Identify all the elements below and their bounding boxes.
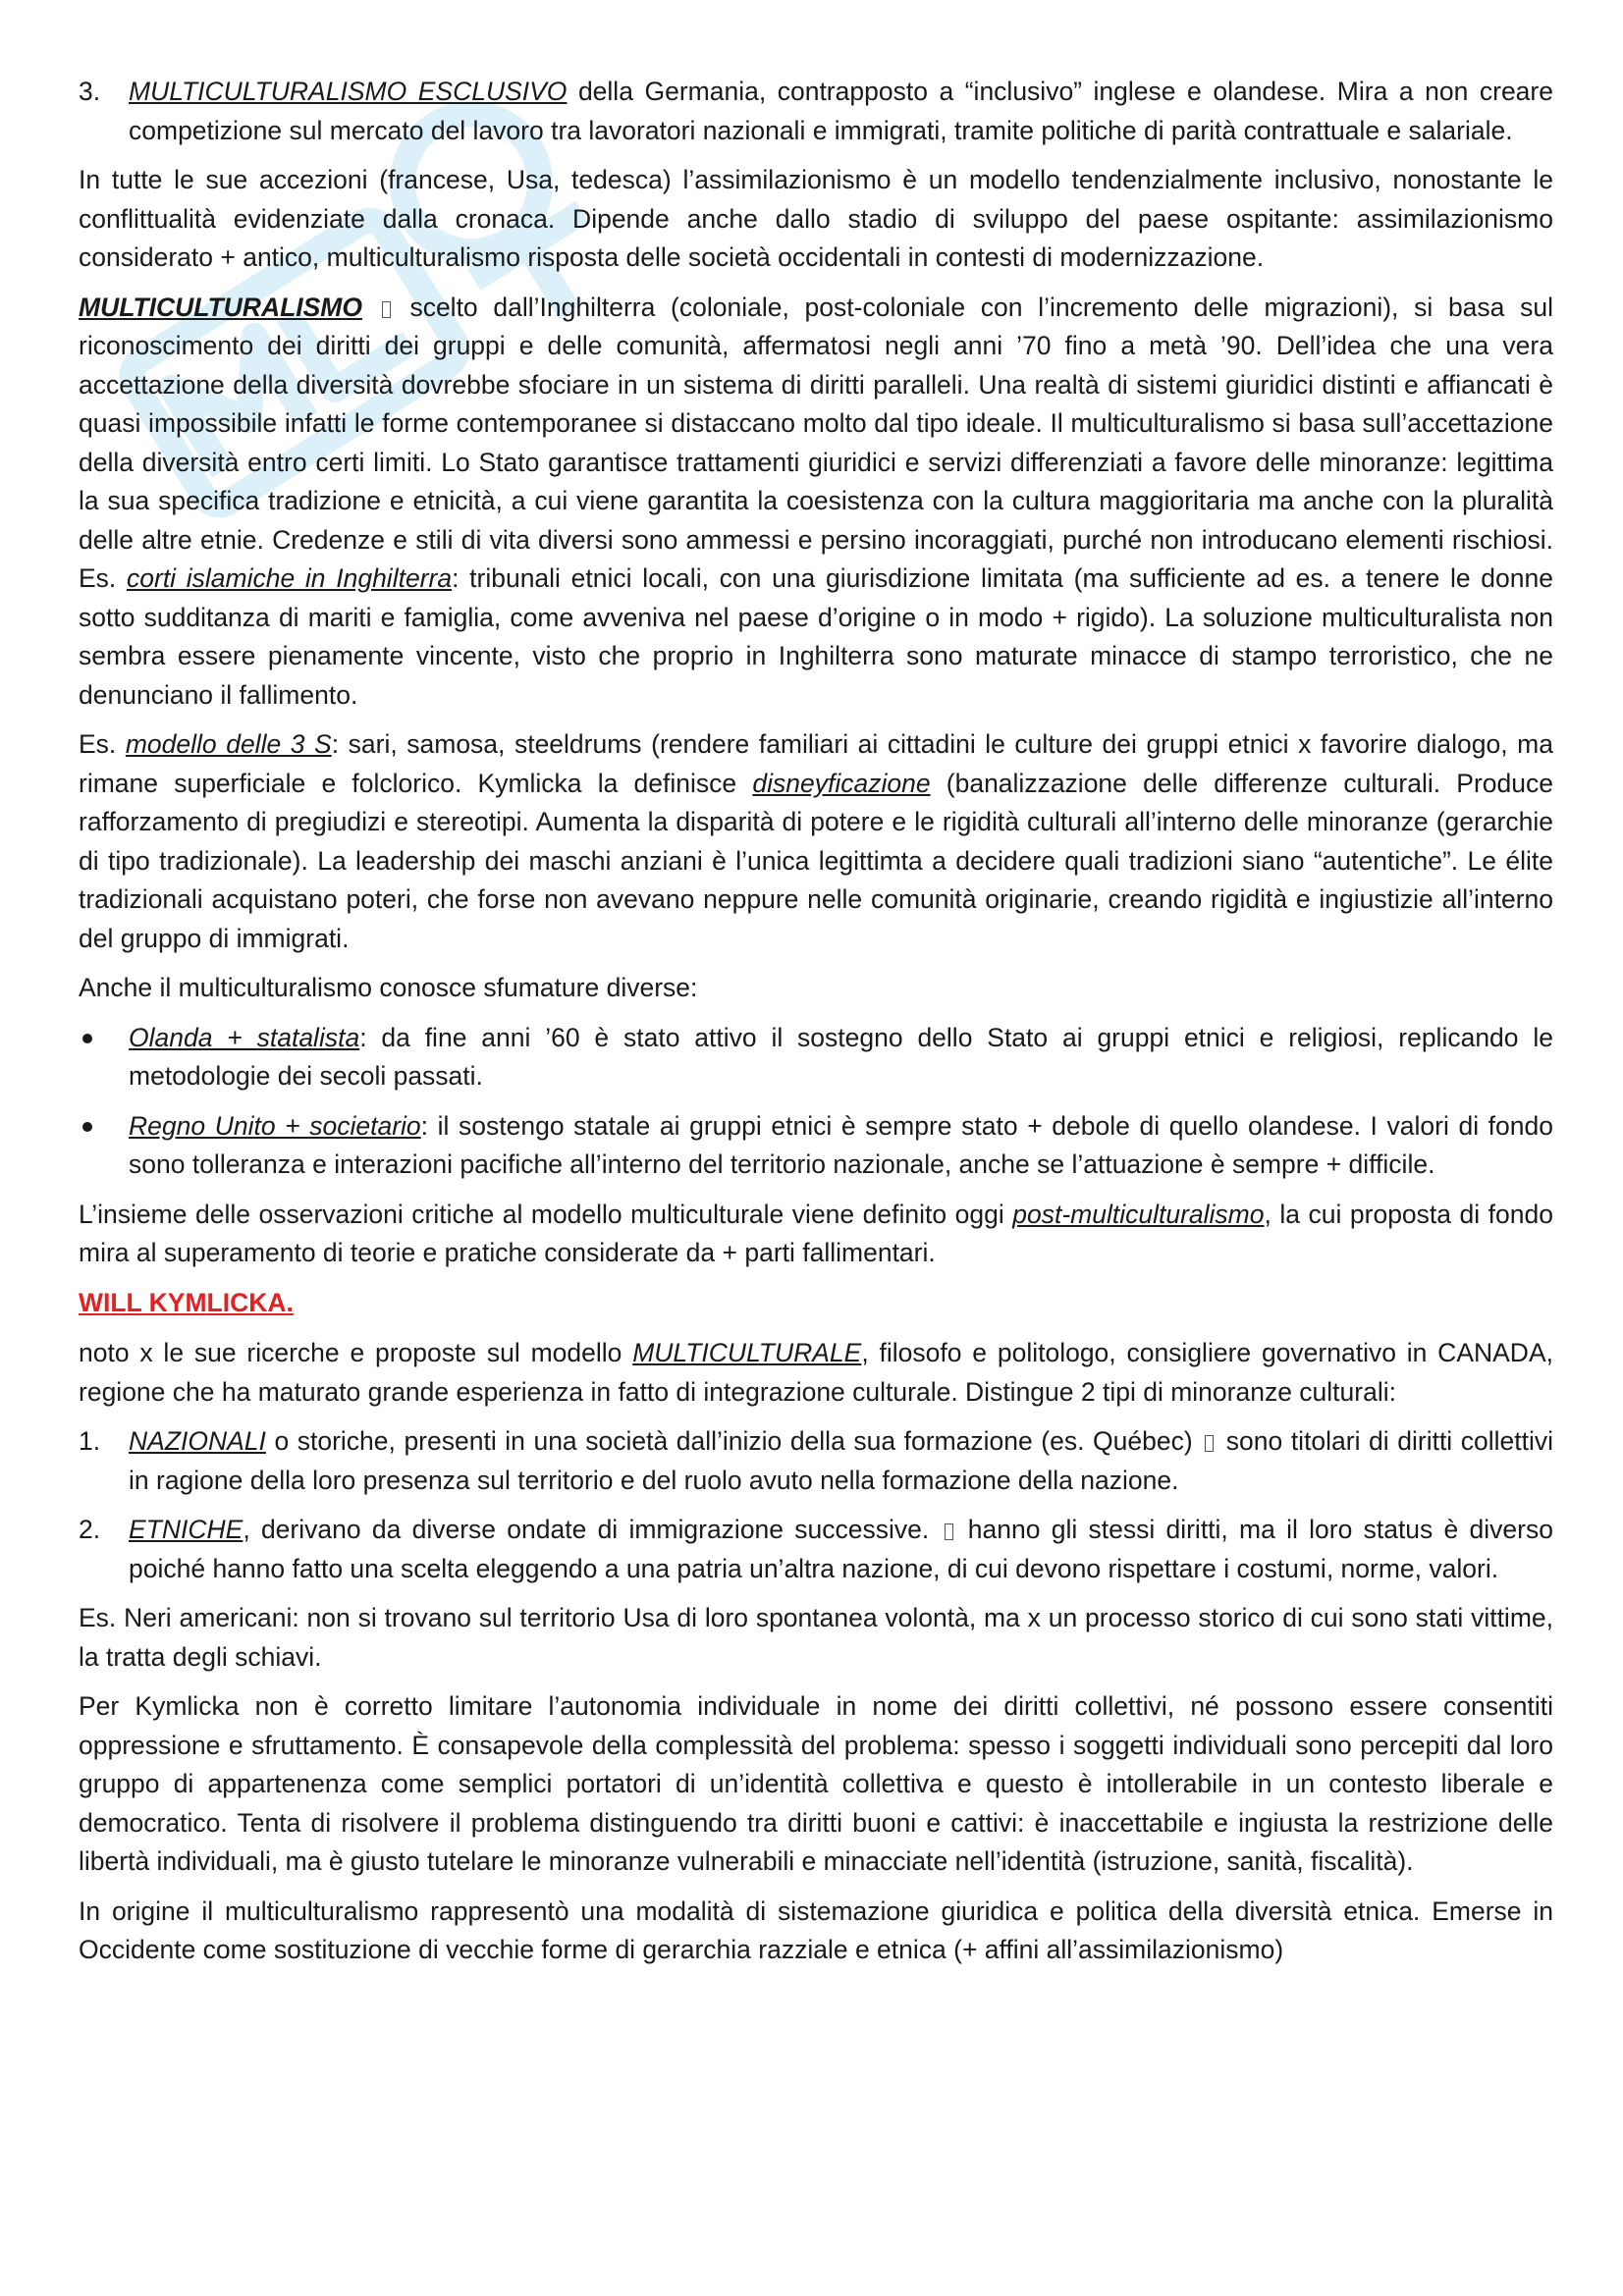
- term-post-multiculturalismo: post-multiculturalismo: [1012, 1199, 1265, 1229]
- paragraph-text: scelto dall’Inghilterra (coloniale, post-coloniale con l’incremento delle migrazioni), si basa sul riconoscimento dei diritti dei gruppi e delle comunità, affermatosi negli anni ’70 fino a metà ’90. Dell’idea che una vera accettazione della diversità dovrebbe sfociare in un sistema di diritti paralleli. Una realtà di sistemi giuridici distinti e affiancati è quasi impossibile infatti le forme contemporanee si distaccano molto dal tipo ideale. Il multiculturalismo si basa sull’accettazione della diversità entro certi limiti. Lo Stato garantisce trattamenti giuridici e servizi differenziati a favore delle minoranze: legittima la sua specifica tradizione e etnicità, a cui viene garantita la coesistenza con la cultura maggioritaria ma anche con la pluralità delle altre etnie. Credenze e stili di vita diversi sono ammessi e persino incoraggiati, purché non introducano elementi rischiosi. Es.: [79, 292, 1553, 593]
- paragraph-text: Es.: [79, 729, 126, 759]
- list-number: 2.: [79, 1515, 101, 1544]
- paragraph-3s: [79, 725, 1553, 958]
- paragraph-diritti: Per Kymlicka non è corretto limitare l’autonomia individuale in nome dei diritti collettivi, né possono essere consentiti oppressione e sfruttamento. È consapevole della complessità del problema: spesso i soggetti individuali sono percepiti dal loro gruppo di appartenenza come semplici portatori di un’identità collettiva e questo è intollerabile in un contesto liberale e democratico. Tenta di risolvere il problema distinguendo tra diritti buoni e cattivi: è inaccettabile e ingiusta la restrizione delle libertà individuali, ma è giusto tutelare le minoranze vulnerabili e minacciate nell’identità (istruzione, sanità, fiscalità).: [79, 1691, 1553, 1876]
- paragraph-origine: In origine il multiculturalismo rappresentò una modalità di sistemazione giuridica e politica della diversità etnica. Emerse in Occidente come sostituzione di vecchie forme di gerarchia razziale e etnica (+ affini all’assimilazionismo): [79, 1896, 1553, 1964]
- list-number: 1.: [79, 1426, 101, 1456]
- list-item-text: della Germania, contrapposto a “inclusivo” inglese e olandese. Mira a non creare competizione sul mercato del lavoro tra lavoratori nazionali e immigrati, tramite politiche di parità contrattuale e salariale.: [129, 77, 1553, 145]
- list-item-text: hanno gli stessi diritti, ma il loro status è diverso poiché hanno fatto una scelta eleggendo a una patria un’altra nazione, di cui devono rispettare i costumi, norme, valori.: [129, 1515, 1553, 1583]
- term-etniche: ETNICHE: [129, 1515, 243, 1544]
- term-corti-islamiche: corti islamiche in Inghilterra: [127, 563, 453, 593]
- term-regno-unito: Regno Unito + societario: [129, 1110, 421, 1141]
- paragraph-text: L’insieme delle osservazioni critiche al modello multiculturale viene definito oggi: [79, 1199, 1013, 1229]
- list-item-text: , derivano da diverse ondate di immigrazione successive.: [243, 1515, 930, 1544]
- arrow-icon: [382, 301, 391, 318]
- paragraph-kymlicka: [79, 1334, 1553, 1412]
- list-item: [79, 1019, 1553, 1096]
- term-disneyficazione: disneyficazione: [752, 768, 931, 798]
- paragraph-text: noto x le sue ricerche e proposte sul modello: [79, 1338, 633, 1367]
- bullet-icon: [82, 1034, 92, 1043]
- term-multiculturalismo: MULTICULTURALISMO: [79, 292, 362, 322]
- list-item: [79, 1511, 1553, 1588]
- term-multiculturale: MULTICULTURALE: [632, 1338, 862, 1367]
- numbered-list-top: [79, 73, 1553, 150]
- paragraph-text: , filosofo e politologo, consigliere governativo in CANADA, regione che ha maturato grande esperienza in fatto di integrazione culturale. Distingue 2 tipi di minoranze culturali:: [79, 1338, 1553, 1407]
- list-item: [79, 1422, 1553, 1500]
- paragraph-text: : sari, samosa, steeldrums (rendere familiari ai cittadini le culture dei gruppi etnici x favorire dialogo, ma rimane superficiale e folclorico. Kymlicka la definisce: [79, 729, 1553, 798]
- list-item-text: : il sostengo statale ai gruppi etnici è sempre stato + debole di quello olandese. I valori di fondo sono tolleranza e interazioni pacifiche all’interno del territorio nazionale, anche se l’attuazione è sempre + difficile.: [129, 1110, 1553, 1179]
- term-modello-3s: modello delle 3 S: [125, 729, 332, 759]
- arrow-icon: [1205, 1435, 1214, 1452]
- list-item-text: : da fine anni ’60 è stato attivo il sostegno dello Stato ai gruppi etnici e religiosi, replicando le metodologie dei secoli passati.: [129, 1022, 1553, 1091]
- list-item: [79, 1107, 1553, 1185]
- paragraph-text: (banalizzazione delle differenze culturali. Produce rafforzamento di pregiudizi e stereotipi. Aumenta la disparità di potere e le rigidità culturali all’interno delle minoranze (gerarchie di tipo tradizionale). La leadership dei maschi anziani è l’unica legittimta a decidere quali tradizioni siano “autentiche”. Le élite tradizionali acquistano poteri, che forse non avevano neppure nelle comunità originarie, creando rigidità e ingiustizie all’interno del gruppo di immigrati.: [79, 768, 1553, 953]
- bullet-list: [79, 1019, 1553, 1185]
- list-item-text: o storiche, presenti in una società dall’inizio della sua formazione (es. Québec): [265, 1426, 1193, 1456]
- numbered-list-minoranze: [79, 1422, 1553, 1588]
- list-item: [79, 73, 1553, 150]
- paragraph-sfumature: Anche il multiculturalismo conosce sfumature diverse:: [79, 973, 698, 1002]
- heading-will-kymlicka: WILL KYMLICKA.: [79, 1287, 294, 1317]
- paragraph-post-multiculturalismo: [79, 1196, 1553, 1273]
- list-item-text: sono titolari di diritti collettivi in ragione della loro presenza sul territorio e del ruolo avuto nella formazione della nazione.: [129, 1426, 1553, 1495]
- document-page: [79, 73, 1553, 1981]
- bullet-icon: [82, 1122, 92, 1132]
- paragraph-multiculturalismo: [79, 289, 1553, 716]
- arrow-icon: [945, 1523, 953, 1540]
- term-multiculturalismo-esclusivo: MULTICULTURALISMO ESCLUSIVO: [129, 77, 568, 106]
- paragraph-neri-americani: Es. Neri americani: non si trovano sul territorio Usa di loro spontanea volontà, ma x un processo storico di cui sono stati vittime, la tratta degli schiavi.: [79, 1603, 1553, 1672]
- paragraph-text: , la cui proposta di fondo mira al superamento di teorie e pratiche considerate da + parti fallimentari.: [79, 1199, 1553, 1267]
- paragraph-text: : tribunali etnici locali, con una giurisdizione limitata (ma sufficiente ad es. a tenere le donne sotto sudditanza di mariti e famiglia, come avveniva nel paese d’origine o in modo + rigido). La soluzione multiculturalista non sembra essere pienamente vincente, visto che proprio in Inghilterra sono maturate minacce di stampo terroristico, che ne denunciano il fallimento.: [79, 563, 1553, 710]
- list-number: 3.: [79, 77, 101, 106]
- paragraph-assimilazionismo: In tutte le sue accezioni (francese, Usa, tedesca) l’assimilazionismo è un modello tendenzialmente inclusivo, nonostante le conflittualità evidenziate dalla cronaca. Dipende anche dallo stadio di sviluppo del paese ospitante: assimilazionismo considerato + antico, multiculturalismo risposta delle società occidentali in contesti di modernizzazione.: [79, 165, 1553, 272]
- term-nazionali: NAZIONALI: [129, 1426, 266, 1456]
- term-olanda: Olanda + statalista: [129, 1022, 360, 1052]
